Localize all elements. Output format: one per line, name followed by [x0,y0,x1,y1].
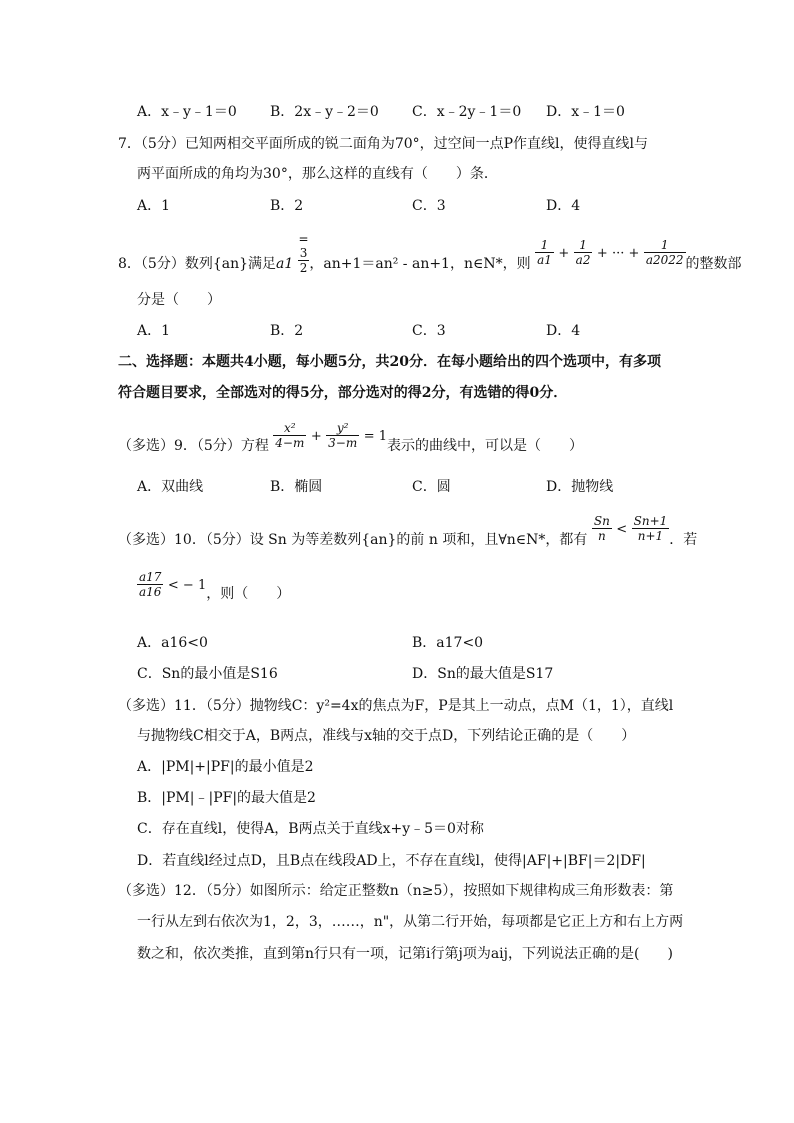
q9-f1-num: x² [273,421,306,436]
q8-t1-num: 1 [535,238,554,253]
q10-suffix: ．若 [669,532,698,548]
q12-line-2: 一行从左到右依次为1，2，3，……，n"，从第二行开始，每项都是它正上方和右上方两 [137,914,684,930]
q10-line-2 [137,572,290,616]
q8-t2-num: 1 [574,238,593,253]
q8-line-1: 8．（5分）数列{an}满足a1 = $\frac{3}{2}$ ，an+1＝an² - an+1，n∈N*，则 $\frac{1}{a1}$ + $\frac{1}{a2}$ + ··· + $\frac{1}{a2022}$ 的整数部 [118,231,742,275]
q10-lt: < [616,521,628,537]
q6-option-c: C．x﹣2y﹣1＝0 [412,104,522,120]
section-2-heading-line-2: 符合题目要求，全部选对的得5分，部分选对的得2分，有选错的得0分． [118,385,568,401]
q6-option-a: A．x﹣y﹣1＝0 [137,104,237,120]
q8-t2-den: a2 [575,253,591,267]
q12-line-1: （多选）12．（5分）如图所示：给定正整数n（n≥5），按照如下规律构成三角形数表：第 [118,883,674,899]
q12-line-3: 数之和，依次类推，直到第n行只有一项，记第i行第j项为aij，下列说法正确的是( ) [137,946,673,962]
q8-option-d: D．4 [546,323,581,339]
q8-suffix: 的整数部 [685,256,742,272]
q9-f1-den: 4−m [275,436,305,450]
q10-option-a: A．a16<0 [137,635,208,651]
q10-cond-num: a17 [139,570,162,584]
q9-eq: = 1 [363,428,387,444]
q11-option-c: C．存在直线l，使得A，B两点关于直线x+y﹣5＝0对称 [137,821,484,837]
q8-line-2: 分是（ ） [137,292,221,308]
q8-a1-den: 2 [299,260,308,275]
q7-option-d: D．4 [546,198,581,214]
section-2-heading-line-1: 二、选择题：本题共4小题，每小题5分，共20分．在每小题给出的四个选项中，有多项 [118,354,661,370]
q9-f2-num: y² [326,421,359,436]
q10-f2-den: n+1 [637,529,664,543]
q8-t3-den: a2022 [645,253,684,267]
q9-option-b: B．椭圆 [270,479,323,495]
q8-option-b: B．2 [270,323,304,339]
q11-line-1: （多选）11．（5分）抛物线C：y²=4x的焦点为F，P是其上一动点，点M（1，1），直线l [118,698,674,714]
q11-option-d: D．若直线l经过点D，且B点在线段AD上，不存在直线l，使得|AF|+|BF|＝2|DF| [137,853,646,869]
q9-option-a: A．双曲线 [137,479,204,495]
q8-t3-num: 1 [644,238,686,253]
q7-option-a: A．1 [137,198,171,214]
q10-line-1 [118,512,697,568]
q10-f1-num: Sn [593,514,610,528]
q8-dots: + ··· + [596,245,640,261]
q7-line-2: 两平面所成的角均为30°，那么这样的直线有（ ）条． [137,166,498,182]
q10-option-c: C．Sn的最小值是S16 [137,666,278,682]
q11-option-a: A．|PM|+|PF|的最小值是2 [137,759,314,775]
q8-option-a: A．1 [137,323,171,339]
q11-option-b: B．|PM|﹣|PF|的最大值是2 [137,790,316,806]
q10-cond-den: a16 [139,585,162,599]
q9-prefix: （多选）9．（5分）方程 [118,438,269,454]
q8-prefix: 8．（5分）数列{an}满足 [118,256,276,272]
q8-recurrence: ，an+1＝an² - an+1，n∈N*，则 [309,256,531,272]
q10-then: ，则（ ） [206,586,291,602]
q10-f2-num: Sn+1 [633,514,668,528]
q7-option-c: C．3 [412,198,446,214]
q9-f2-den: 3−m [328,436,358,450]
q9-option-c: C．圆 [412,479,451,495]
q10-option-b: B．a17<0 [412,635,484,651]
q9-option-d: D．抛物线 [546,479,614,495]
q10-prefix: （多选）10．（5分）设 Sn 为等差数列{an}的前 n 项和，且∀n∈N*，都有 [118,532,588,548]
q10-f1-den: n [597,529,606,543]
q6-option-d: D．x﹣1＝0 [546,104,625,120]
q8-a1: a1 [276,256,294,272]
q9-suffix: 表示的曲线中，可以是（ ） [387,438,583,454]
q6-option-b: B．2x﹣y﹣2＝0 [270,104,379,120]
q11-line-2: 与抛物线C相交于A，B两点，准线与x轴的交于点D，下列结论正确的是（ ） [137,728,636,744]
q8-t1-den: a1 [537,253,552,267]
q8-a1-num: 3 [299,245,308,260]
q10-cond-rhs: < − 1 [167,577,207,593]
q9-line-1: （多选）9．（5分）方程 $\frac{\text{x²}}{4-m}$ + $\frac{\text{y²}}{3-m}$ = 1表示的曲线中，可以是（ ） [118,421,583,454]
q10-option-d: D．Sn的最大值是S17 [412,666,554,682]
q8-option-c: C．3 [412,323,446,339]
q7-line-1: 7．（5分）已知两相交平面所成的锐二面角为70°，过空间一点P作直线l，使得直线l与 [118,136,649,152]
q7-option-b: B．2 [270,198,304,214]
